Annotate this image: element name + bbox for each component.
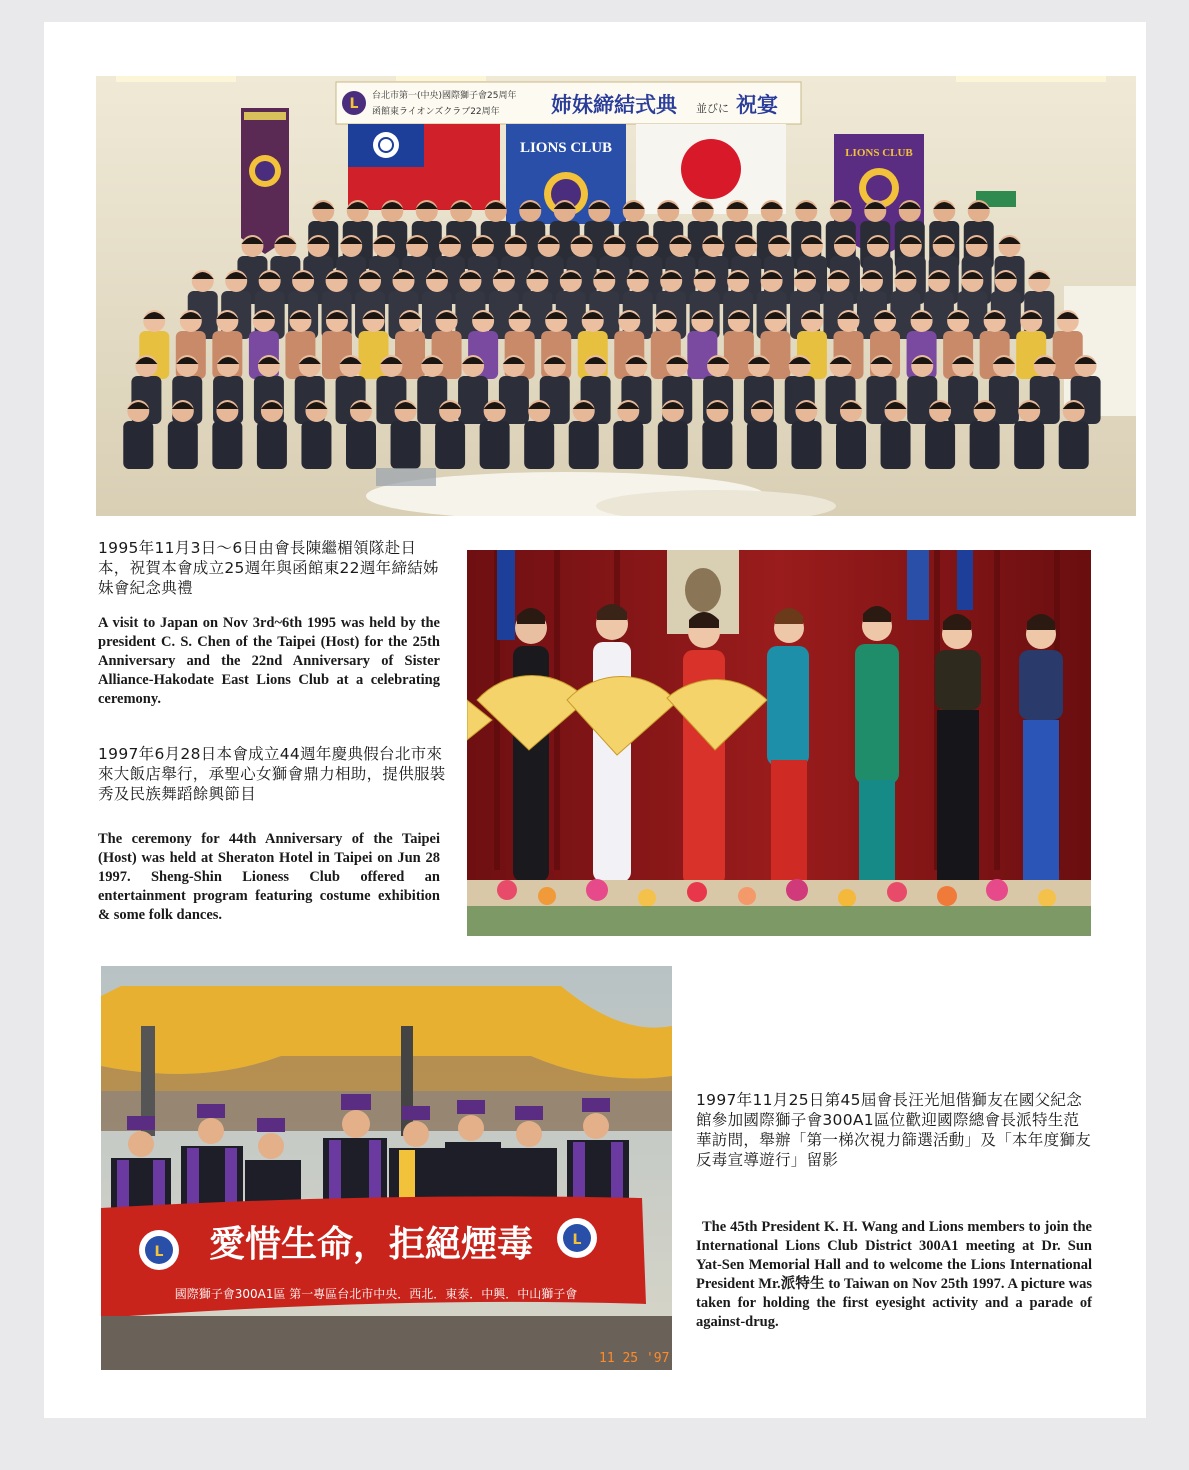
anti-drug-slogan: 愛惜生命，拒絕煙毒: [208, 1224, 534, 1265]
group-member-body: [212, 421, 242, 469]
banner-emblem-left: L: [154, 1244, 164, 1260]
banner-feast: 祝宴: [736, 93, 778, 117]
group-member-body: [791, 421, 821, 469]
group-photo-japan: [96, 76, 1136, 516]
banner-line-2: 函館東ライオンズクラブ22周年: [372, 107, 500, 117]
group-member-body: [257, 421, 287, 469]
memorial-hall-photo: [101, 966, 672, 1370]
group-member-body: [948, 376, 978, 424]
page: [44, 22, 1146, 1418]
anti-drug-footer: 國際獅子會300A1區 第一專區台北市中央．西北．東泰．中興．中山獅子會: [174, 1287, 578, 1301]
group-member-body: [346, 421, 376, 469]
group-member-body: [168, 421, 198, 469]
group-member-body: [658, 421, 688, 469]
group-member-body: [925, 421, 955, 469]
banner-line-1: 台北市第一(中央)國際獅子會25周年: [372, 91, 517, 101]
caption-memorial-hall-zh: 1997年11月25日第45屆會長汪光旭偕獅友在國父紀念館參加國際獅子會300A1區位歡迎國際總會長派特生范華訪問，舉辦「第一梯次視力篩選活動」及「本年度獅友反毒宣導遊行」留影: [696, 1091, 1092, 1169]
group-member-body: [569, 421, 599, 469]
costume-show-photo: [467, 550, 1091, 936]
memorial-hall-image: [101, 966, 672, 1370]
lions-pennant-text: LIONS CLUB: [845, 147, 913, 159]
group-member-body: [301, 421, 331, 469]
caption-anniversary-en: The ceremony for 44th Anniversary of the Taipei (Host) was held at Sheraton Hotel in Taipei on Jun 28 1997. Sheng-Shin Lioness Club offered an entertainment program featuring costume exhibition & some folk dances.: [98, 831, 440, 923]
group-member-body: [747, 421, 777, 469]
group-member-body: [123, 421, 153, 469]
caption-japan-visit-zh: 1995年11月3日～6日由會長陳繼楣領隊赴日本，祝賀本會成立25週年與函館東22週年締結姊妹會紀念典禮: [98, 539, 439, 597]
group-member-body: [435, 421, 465, 469]
group-member-body: [458, 376, 488, 424]
banner-emblem-right: L: [572, 1232, 582, 1248]
group-member-body: [881, 421, 911, 469]
banner-and: 並びに: [696, 102, 729, 115]
caption-japan-visit-en: A visit to Japan on Nov 3rd~6th 1995 was held by the president C. S. Chen of the Taipei (Host) for the 25th Anniversary and the 22nd Anniversary of Sister Alliance-Hakodate East Lions Club at a celebrating ceremony.: [98, 615, 440, 707]
group-member-body: [391, 421, 421, 469]
photo-timestamp: 11 25 '97: [599, 1351, 670, 1366]
group-member-body: [724, 331, 754, 379]
group-photo-japan-image: [96, 76, 1136, 516]
caption-anniversary-zh: 1997年6月28日本會成立44週年慶典假台北市來來大飯店舉行，承聖心女獅會鼎力相助，提供服裝秀及民族舞蹈餘興節目: [98, 745, 446, 803]
banner-emblem: L: [349, 96, 359, 112]
group-member-body: [480, 421, 510, 469]
group-member-body: [970, 421, 1000, 469]
group-member-body: [524, 421, 554, 469]
group-member-body: [836, 421, 866, 469]
group-member-body: [1059, 421, 1089, 469]
costume-show-image: [467, 550, 1091, 936]
caption-memorial-hall-en: The 45th President K. H. Wang and Lions members to join the International Lions Club District 300A1 meeting at Dr. Sun Yat-Sen Memorial Hall and to welcome the Lions International President Mr.派特生 to Taiwan on Nov 25th 1997. A picture was taken for holding the first eyesight activity and a parade of against-drug.: [696, 1219, 1092, 1330]
banner-title: 姉妹締結式典: [551, 93, 677, 117]
group-member-body: [1014, 421, 1044, 469]
group-member-body: [613, 421, 643, 469]
lions-club-banner-text: LIONS CLUB: [519, 140, 613, 156]
group-member-body: [702, 421, 732, 469]
